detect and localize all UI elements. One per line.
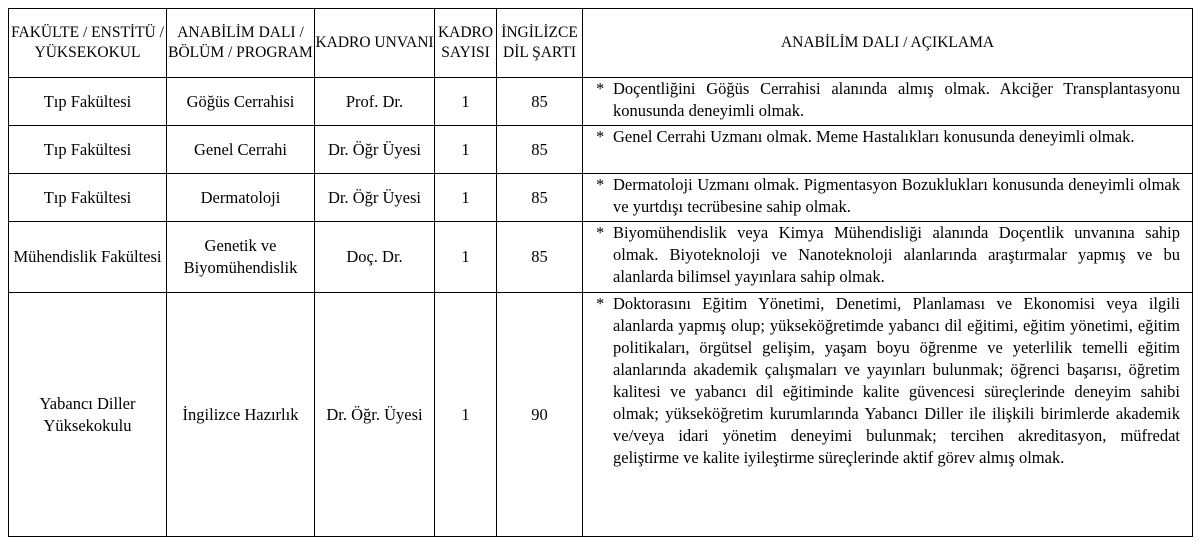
table-row — [9, 293, 1193, 537]
department-cell: Dermatoloji — [167, 174, 315, 222]
count-cell: 1 — [435, 222, 497, 293]
description-cell — [583, 293, 1193, 537]
description-text: Biyomühendislik veya Kimya Mühendisliği alanında Doçentlik unvanına sahip olmak. Biyoteknoloji ve Nanoteknoloji alanlarında araştırmalar yapmış ve bu alanlarda bilimsel yayınlara sahip olmak. — [613, 223, 1180, 286]
table-row — [9, 126, 1193, 174]
department-cell: Göğüs Cerrahisi — [167, 78, 315, 126]
count-cell: 1 — [435, 174, 497, 222]
bullet-star: * — [596, 79, 605, 98]
bullet-star: * — [596, 175, 605, 194]
faculty-cell: Tıp Fakültesi — [9, 78, 167, 126]
table-row — [9, 174, 1193, 222]
description-cell — [583, 78, 1193, 126]
title-cell: Prof. Dr. — [315, 78, 435, 126]
english-cell: 85 — [497, 222, 583, 293]
title-cell: Dr. Öğr Üyesi — [315, 174, 435, 222]
description-cell — [583, 126, 1193, 174]
table-row — [9, 78, 1193, 126]
header-faculty: FAKÜLTE / ENSTİTÜ / YÜKSEKOKUL — [9, 9, 167, 78]
english-cell: 85 — [497, 174, 583, 222]
title-cell: Dr. Öğr Üyesi — [315, 126, 435, 174]
count-cell: 1 — [435, 126, 497, 174]
description-cell — [583, 222, 1193, 293]
faculty-cell: Tıp Fakültesi — [9, 126, 167, 174]
bullet-star: * — [596, 223, 605, 242]
department-cell: İngilizce Hazırlık — [167, 293, 315, 537]
description-text: Genel Cerrahi Uzmanı olmak. Meme Hastalıkları konusunda deneyimli olmak. — [613, 127, 1135, 146]
header-row — [9, 9, 1193, 78]
department-cell: Genetik ve Biyomühendislik — [167, 222, 315, 293]
table-row — [9, 222, 1193, 293]
faculty-cell: Tıp Fakültesi — [9, 174, 167, 222]
english-cell: 85 — [497, 78, 583, 126]
count-cell: 1 — [435, 78, 497, 126]
header-title: KADRO UNVANI — [315, 9, 435, 78]
header-count: KADRO SAYISI — [435, 9, 497, 78]
bullet-star: * — [596, 294, 605, 313]
description-text: Doktorasını Eğitim Yönetimi, Denetimi, Planlaması ve Ekonomisi veya ilgili alanlarda yapmış olup; yükseköğretimde yabancı dil eğitimi, eğitim yönetimi, eğitim politikaları, örgütsel gelişim, yaşam boyu öğrenme ve yeterlilik temelli eğitim alanlarında akademik çalışmaları ve yayınları bulunmak; öğrenci başarısı, öğretim kalitesi ve yabancı dil eğitiminde kalite güvencesi süreçlerinde deneyim sahibi olmak; yükseköğretim kurumlarında Yabancı Diller ile ilişkili birimlerde akademik ve/veya idari yönetim deneyimi bulunmak; tercihen akreditasyon, müfredat geliştirme ve kalite iyileştirme süreçlerinde aktif görev almış olmak. — [613, 294, 1180, 467]
faculty-cell: Mühendislik Fakültesi — [9, 222, 167, 293]
bullet-star: * — [596, 127, 605, 146]
department-cell: Genel Cerrahi — [167, 126, 315, 174]
description-cell — [583, 174, 1193, 222]
description-text: Dermatoloji Uzmanı olmak. Pigmentasyon Bozuklukları konusunda deneyimli olmak ve yurtdışı tecrübesine sahip olmak. — [613, 175, 1180, 216]
header-english: İNGİLİZCE DİL ŞARTI — [497, 9, 583, 78]
title-cell: Dr. Öğr. Üyesi — [315, 293, 435, 537]
count-cell: 1 — [435, 293, 497, 537]
english-cell: 85 — [497, 126, 583, 174]
description-text: Doçentliğini Göğüs Cerrahisi alanında almış olmak. Akciğer Transplantasyonu konusunda deneyimli olmak. — [613, 79, 1180, 120]
positions-table — [8, 8, 1193, 537]
header-department: ANABİLİM DALI / BÖLÜM / PROGRAM — [167, 9, 315, 78]
english-cell: 90 — [497, 293, 583, 537]
faculty-cell: Yabancı Diller Yüksekokulu — [9, 293, 167, 537]
header-description: ANABİLİM DALI / AÇIKLAMA — [583, 9, 1193, 78]
title-cell: Doç. Dr. — [315, 222, 435, 293]
